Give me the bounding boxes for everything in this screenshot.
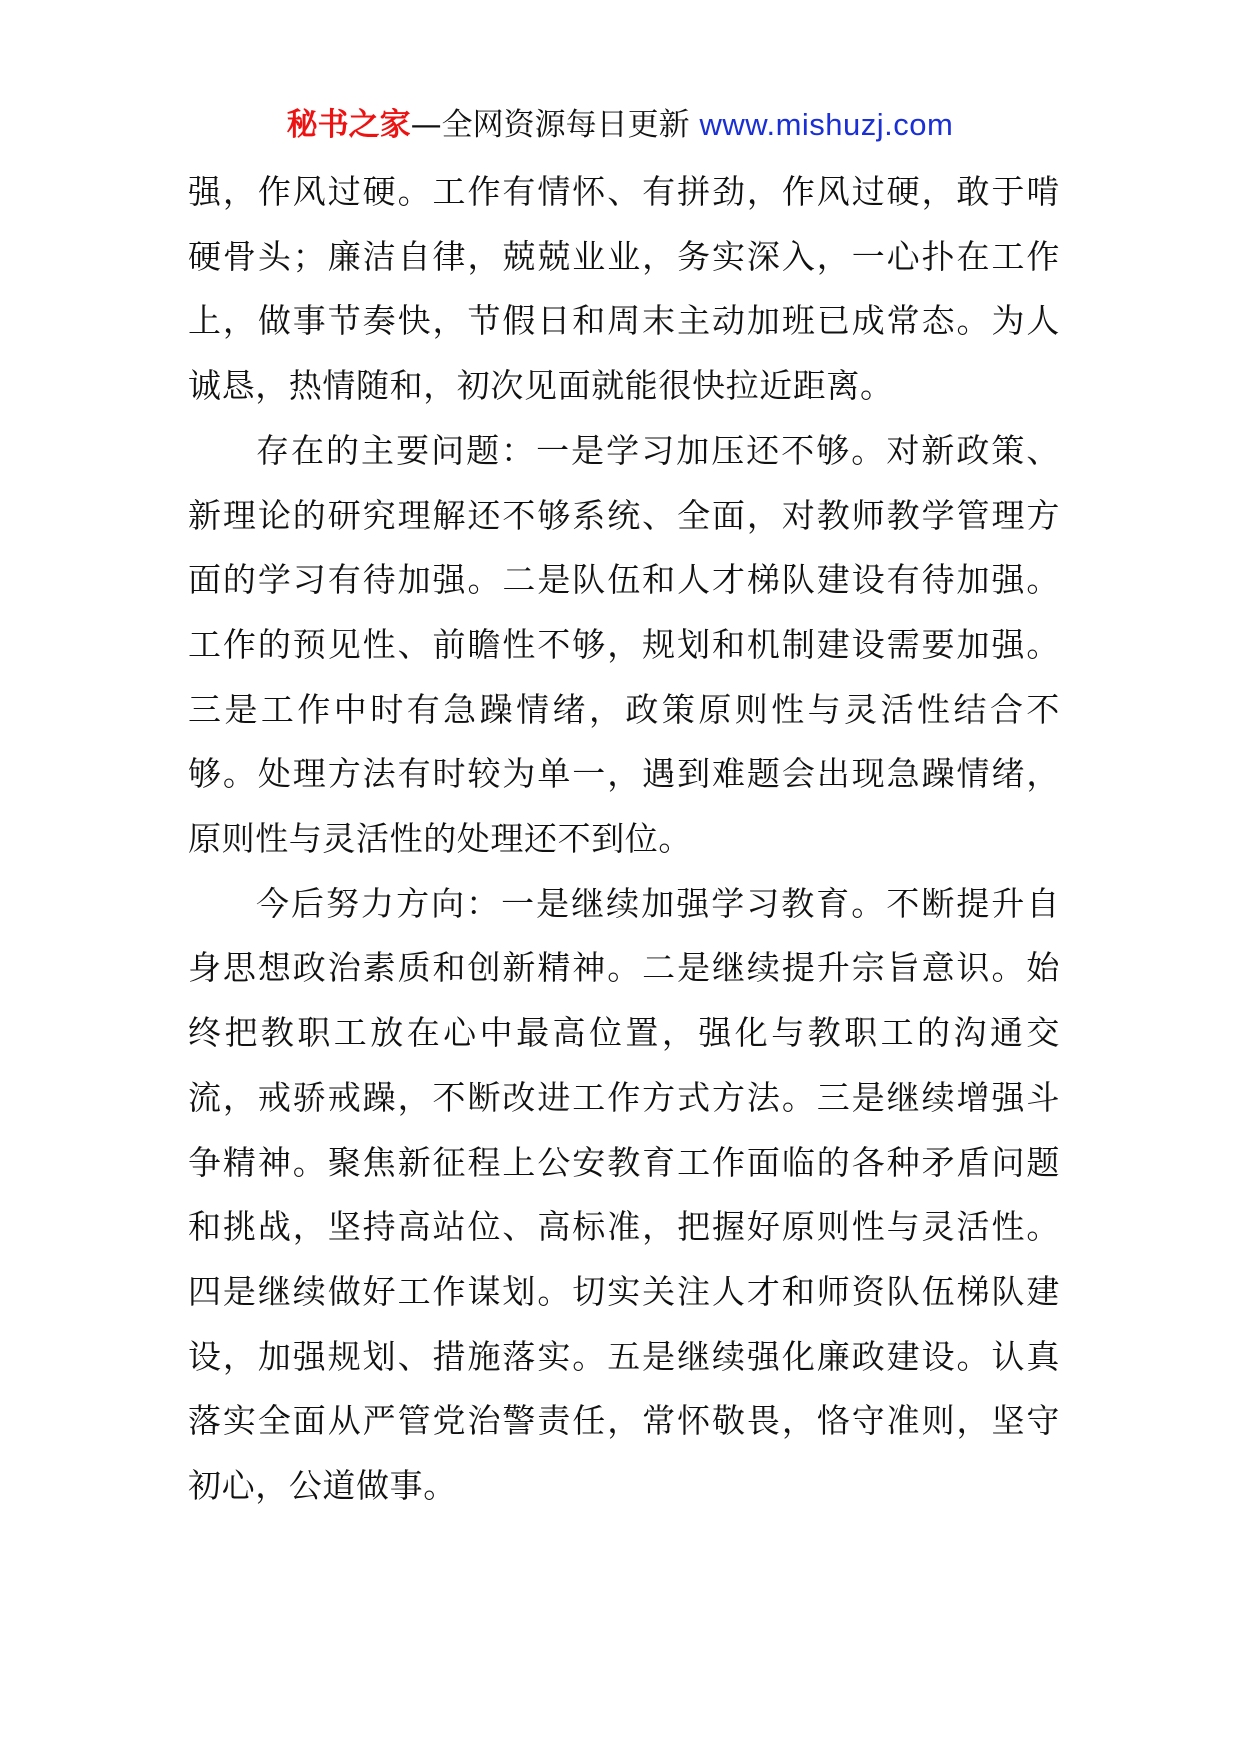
page-header — [0, 98, 1240, 152]
site-url[interactable]: www.mishuzj.com — [699, 107, 954, 142]
paragraph-main-problems: 存在的主要问题：一是学习加压还不够。对新政策、新理论的研究理解还不够系统、全面，对教师教学管理方面的学习有待加强。二是队伍和人才梯队建设有待加强。工作的预见性、前瞻性不够，规划和机制建设需要加强。三是工作中时有急躁情绪，政策原则性与灵活性结合不够。处理方法有时较为单一，遇到难题会出现急躁情绪，原则性与灵活性的处理还不到位。 — [188, 430, 1060, 859]
site-tagline: —全网资源每日更新 — [410, 107, 690, 143]
paragraph-continuation: 强，作风过硬。工作有情怀、有拼劲，作风过硬，敢于啃硬骨头；廉洁自律，兢兢业业，务实深入，一心扑在工作上，做事节奏快，节假日和周末主动加班已成常态。为人诚恳，热情随和，初次见面就能很快拉近距离。 — [188, 172, 1060, 406]
site-brand: 秘书之家 — [286, 107, 411, 143]
document-body — [188, 160, 1060, 1519]
paragraph-future-direction: 今后努力方向：一是继续加强学习教育。不断提升自身思想政治素质和创新精神。二是继续提升宗旨意识。始终把教职工放在心中最高位置，强化与教职工的沟通交流，戒骄戒躁，不断改进工作方式方法。三是继续增强斗争精神。聚焦新征程上公安教育工作面临的各种矛盾问题和挑战，坚持高站位、高标准，把握好原则性与灵活性。四是继续做好工作谋划。切实关注人才和师资队伍梯队建设，加强规划、措施落实。五是继续强化廉政建设。认真落实全面从严管党治警责任，常怀敬畏，恪守准则，坚守初心，公道做事。 — [188, 883, 1060, 1506]
